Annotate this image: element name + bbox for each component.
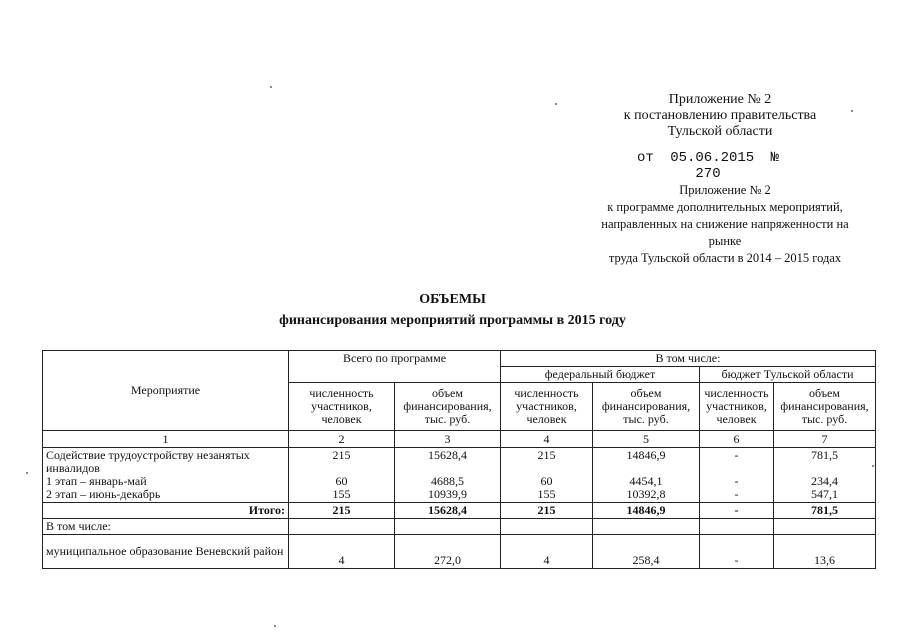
col-number: 6 xyxy=(700,431,774,448)
appendix-line: к постановлению правительства xyxy=(623,108,817,123)
cell: 155 xyxy=(537,487,556,501)
header-regional-budget: бюджет Тульской области xyxy=(700,367,876,383)
header-financing: объем финансирования, тыс. руб. xyxy=(593,383,700,431)
cell: - xyxy=(734,487,739,501)
decree-prefix: от xyxy=(636,150,654,166)
cell: 155 xyxy=(332,487,351,501)
cell: 10939,9 xyxy=(428,487,467,501)
col-number: 4 xyxy=(501,431,593,448)
decree-line xyxy=(618,150,798,182)
cell: 14846,9 xyxy=(626,448,666,462)
including-label: В том числе: xyxy=(43,519,289,535)
cell: 258,4 xyxy=(593,535,700,569)
header-financing: объем финансирования, тыс. руб. xyxy=(395,383,501,431)
header-federal-budget: федеральный бюджет xyxy=(501,367,700,383)
cell: - xyxy=(734,448,739,462)
cell: 10392,8 xyxy=(626,487,666,501)
col-number: 2 xyxy=(289,431,395,448)
cell: 234,4 xyxy=(811,474,838,488)
header-event: Мероприятие xyxy=(43,351,289,431)
cell: 15628,4 xyxy=(395,503,501,519)
program-appendix-line: Приложение № 2 xyxy=(679,183,771,197)
appendix-line: Тульской области xyxy=(667,124,773,139)
cell: 4454,1 xyxy=(629,474,663,488)
cell: 60 xyxy=(335,474,348,488)
decree-number: 270 xyxy=(695,166,721,182)
total-label: Итого: xyxy=(43,503,289,519)
header-participants: численность участников, человек xyxy=(501,383,593,431)
decree-date: 05.06.2015 xyxy=(670,150,755,166)
cell: 781,5 xyxy=(811,448,838,462)
doc-title: ОБЪЕМЫ xyxy=(419,292,486,307)
cell: 14846,9 xyxy=(593,503,700,519)
cell: 60 xyxy=(540,474,553,488)
cell: 215 xyxy=(537,448,556,462)
cell: 547,1 xyxy=(811,487,838,501)
row-name: Содействие трудоустройству незанятых инвалидов xyxy=(46,448,250,475)
cell: 4688,5 xyxy=(431,474,464,488)
cell: - xyxy=(700,503,774,519)
col-number: 7 xyxy=(774,431,876,448)
decree-no-label: № xyxy=(770,150,780,166)
header-participants: численность участников, человек xyxy=(700,383,774,431)
cell: 4 xyxy=(289,535,395,569)
header-participants: численность участников, человек xyxy=(289,383,395,431)
program-appendix-line: к программе дополнительных мероприятий, xyxy=(607,200,843,214)
col-number: 3 xyxy=(395,431,501,448)
col-number: 1 xyxy=(43,431,289,448)
program-appendix-line: труда Тульской области в 2014 – 2015 годах xyxy=(608,251,842,265)
header-including: В том числе: xyxy=(501,351,876,367)
cell: 215 xyxy=(332,448,351,462)
program-appendix xyxy=(585,182,865,267)
row-stage2: 2 этап – июнь-декабрь xyxy=(46,487,161,501)
table-row xyxy=(43,448,876,503)
appendix-line: Приложение № 2 xyxy=(668,92,772,107)
including-row xyxy=(43,519,876,535)
program-appendix-line: направленных на снижение напряженности на рынке xyxy=(601,217,849,248)
total-row xyxy=(43,503,876,519)
header-financing: объем финансирования, тыс. руб. xyxy=(774,383,876,431)
cell: 15628,4 xyxy=(428,448,467,462)
cell: 215 xyxy=(289,503,395,519)
cell: - xyxy=(700,535,774,569)
table-row xyxy=(43,535,876,569)
col-number: 5 xyxy=(593,431,700,448)
cell: 13,6 xyxy=(774,535,876,569)
appendix-header xyxy=(590,92,850,140)
cell: 215 xyxy=(501,503,593,519)
cell: - xyxy=(734,474,739,488)
cell: 4 xyxy=(501,535,593,569)
cell: 781,5 xyxy=(774,503,876,519)
row-stage1: 1 этап – январь-май xyxy=(46,474,147,488)
doc-subtitle: финансирования мероприятий программы в 2015 году xyxy=(279,313,626,328)
municipal-name: муниципальное образование Веневский район xyxy=(43,535,289,569)
header-total-program: Всего по программе xyxy=(289,351,501,383)
financing-table xyxy=(42,350,876,569)
cell: 272,0 xyxy=(395,535,501,569)
